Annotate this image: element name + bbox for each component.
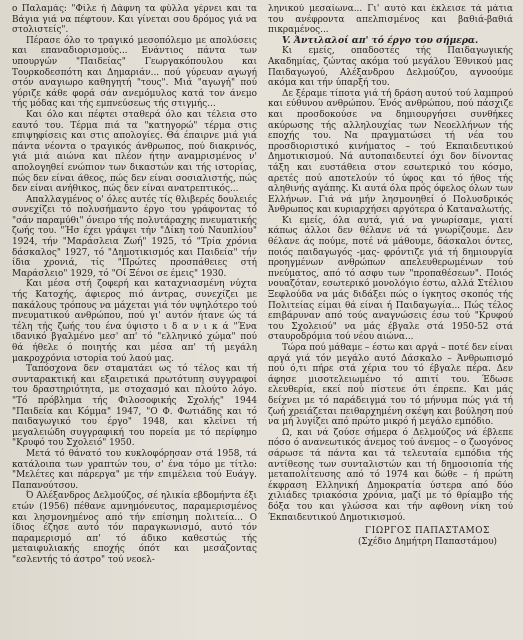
paragraph: ο Παλαμάς: "Φίλε ή Δάφνη τα φύλλα γέρνει και τα Βάγια γιά να πέφτουν. Και γίνεται σου δρόμος γιά να στολιστείς".: [12, 4, 257, 36]
paragraph: Και όλο και πέφτει σταθερά όλο και τέλεια στο εαυτό του. Τέρμα πιά τα "κατηγορώ" τέρμα στις επιψηφίσεις και στις απολογίες. Θά έπαιρνε μιά γιά πάντα νέοντα ο τραγικός άνθρωπος, πού διακρινός, γιά μιά αιώνα και πλέον ήτην αναμρισμένος ν' απολογηθεί ενώπιον των δικαστών και τής ιστορίας, πώς δεν είναι άθεος, πώς δεν είναι σοσιαλιστής, πώς δεν είναι ανήθικος, πώς δεν είναι ανατρεπτικός...: [12, 109, 257, 195]
right-column: [268, 4, 513, 640]
paragraph: Κι εμείς, όλα αυτά, γιά να γνωρίσαμε, γιατί κάπως άλλοι δεν θέλανε νά τά γνωρίζουμε. Δεν θέλανε άς πούμε, ποτέ νά μάθουμε, δάσκαλοι όντες, ποιός παιδαγωγός -μας- φρόντιζε γιά τή δημιουργία προηγμένων ανθρώπων απελευθερωμένων τού πνεύματος, από τό ασφυ των "προπαθέσεων". Ποιός νουαζόταν, εσωτερικό μονολόγιο έστω, αλλά Στέλιου Ξεφλούδα να μάς διδάξει πώς ο ίγκητος σκοπός τής Πολιτείας είμαι θά είναι ή Παιδαγωγία... Πώς τέλος επιβάρυναν από τούς αναγνώσεις έσω τού "Κρυφού του Σχολειού" να μάς έβγαλε στά 1950-52 στά σταυροδρόμια τού νέου αιώνα...: [268, 215, 513, 343]
paragraph: Κι εμείς, οπαδοστές τής Παιδαγωγικής Ακαδημίας, ζώντας ακόμα τού μεγάλου Έθνικού μας Παιδαγωγού, Αλέξανδρου Δελμούζου, αγνοούμε ακόμα και τήν ύπαρξή του.: [268, 46, 513, 89]
right-column-intro: ληνικού μεσαίωνα... Γι' αυτό και έκλεισε τά μάτια του ανέφροντα απελπισμένος και βαθιά-βαθιά πικραμένος...: [268, 4, 513, 36]
paragraph: Πέρασε όλο το τραγικό μεσοπόλεμο με απολύσεις και επαναδιορισμούς... Ενάντιος πάντα των υπουργών "Παιδείας" Γεωργακόπουλου και Τουρκοδεσπότη και Δημαριάν... πού γύρευαν αγωγή στόν αναγιωρο καθηγητή "τους". Μιά "αγωγή" πού γύριζε κάθε φορά σάν ανεμόμυλος κατά τον άνεμο τής μόδας και τής εμπνεύσεως τής στιγμής...: [12, 35, 257, 110]
paragraph: Ω, και νά ζούσε σήμερα ό Δελμούζος νά έβλεπε πόσο ό ανανεωτικός άνεμος τού άνεμος – ο ζωογόνος σάρωσε τά πάντα και τά τελευταία εμπόδια τής αντίθεσης των συνταλιστών και τή δημοσιοπία τής μεταπολίτευσης από τό 1974 και δώθε – ή πρώτη έκφραση Ελληνική Δημοκρατία ύστερα από δύο χιλιάδες τριακόσια χρόνια, μαζί με τό θρίαμβο τής δόξα του και γλώσσα και τήν αφθονη νίκη τού Έκπαιδευτικού Δημοτικισμού.: [268, 427, 513, 523]
paragraph: Ταπόσχονα δεν σταματάει ως τό τέλος και τή συνταρακτική και εξαιρετικά πρωτότυπη συγγραφοί του δραστηριότητα, με στοχασμό και πλούτο λόγο. "Τό πρόβλημα τής Φιλοσοφικής Σχολής" 1944 "Παιδεία και Κόμμα" 1947, "Ο Φ. Φωτιάδης και τό παιδαγωγικό του έργο" 1948, και κλείνει τή μεγαλειώδη συγγραφική του πορεία με τό περίφημο "Κρυφό του Σχολειό" 1950.: [12, 364, 257, 449]
paragraph: Απαλλαγμένος ο' όλες αυτές τίς θλιβερές δουλειές συνεχίζει τό πολυσήμαντο έργο του γράφοντας τό "σάν παραμύθι" όνειρο τής πολυτάραχης πνευματικής ζωής του. "Ήσ έχει γράψει τήν "Δίκη τού Ναυπλίου" 1924, τήν "Μαράσλεια Ζωή" 1925, τό "Τρία χρόνια δάσκαλος" 1927, τό "Δημοτικισμός και Παιδεία" τήν ίδια χρονιά, τίς "Πρώτες προσπάθειες στή Μαράσλειο" 1929, τό "Οί Ξένοι σε έμεις" 1930.: [12, 194, 257, 279]
paragraph: Τώρα πού μάθαμε – έστω και αργά – ποτέ δεν είναι αργά γιά τόν μεγάλο αυτό Δάσκαλο – Άνθρωπισμό πού ό,τι πήρε στά χέρια του τό έβγαλε πέρα. Δεν άφησε μισοτελειωμένο τό απιτί του. Έδωσε ελευθερία, εκεί πού πίστευε ότι έπρεπε. Και μάς δείχνει με τό παράδειγμά του τό μήνυμα πώς γιά τή ζωή χρειάζεται πειθαρχημένη σκέψη και βούληση πού να μή λυγίζει από πρώτο μικρό ή μεγάλο εμπόδιο.: [268, 343, 513, 428]
section-title: V. Άντιλαλοί απ' τό έργο του σήμερα.: [282, 34, 479, 46]
signature-block: [268, 526, 513, 547]
left-column: [12, 4, 257, 640]
paragraph: Και μέσα στή ζοφερή και καταχνιασμένη νύχτα τής Κατοχής, άφιερος πιό άντρας, συνεχίζει με πακάλους τρόπους να μάχεται γιά τόν υψηλότερο τού πνευματικού ανθρώπου, πού γι' αυτόν ήτανε ώς τά τέλη τής ζωής του ένα ύψιστο ι δ α ν ι κ ά "Ένα ιδανικό βγαλμένο μεσ' απ' τό "ελληνικό χώμα" πού θά ήθελε ό ποιητής και μέσα απ' τή μεγάλη μακροχρόνια ιστορία τού λαού μας.: [12, 279, 257, 364]
paragraph: Ό Αλέξανδρος Δελμούζος, σέ ηλικία εβδομήντα έξι ετών (1956) πέθανε αμνημόνευτος, παραμερισμένος και λησμονημένος από τήν επίσημη πολιτεία... Ο ίδιος έζησε αυτό τόν παραγκωνισμό, αυτό τόν παραμερισμό απ' τό άδικο καθεστώς τής μεταιφυλιακής εποχής όπότ και μεσάζοντας "εσλεντής τό άστρο" τού νεοελ-: [12, 491, 257, 565]
author-subtitle: (Σχέδιο Δημήτρη Παπαστάμου): [357, 536, 497, 547]
right-column-paragraphs: [268, 46, 513, 523]
paragraph: Μετά τό θάνατό του κυκλοφόρησαν στά 1958, τά κατάλοιπα των γραπτών του, σ' ένα τόμο με τίτλο: "Μελέτες και πάρεργα" με τήν επιμέλεια τού Ευάγγ. Παπανούτσου.: [12, 448, 257, 491]
paragraph: Δε ξέραμε τίποτα γιά τή δράση αυτού τού λαμπρού και εύθυνου ανθρώπου. Ένός ανθρώπου, πού πάσχιζε και προσδοκούσε να δημιουργήσει συνθήκες ακύρωσης τής αλληλουχίας των Νεοελλήνων τής εποχής του. Να πραγματώσει τή νέα του προσδιοριστικό κινήματος – τού Εκπαιδευτικού Δημοτικισμού. Νά αυτοπαιδευτεί όχι δον δίνοντας τάξη και ευστάθεια στον εσωτερικό του κόσμο, αρετές πού αποτελούν τό ύφος και τό ήθος τής αληθινής αγάπης. Κι αυτά όλα πρός όφελος όλων των Ελλήνων. Γιά νά μήν λησμονηθεί ό Πολυσδρικός Άνθρωπος και κυριαρχήσει αργότερα ό Καταναλωτής.: [268, 88, 513, 216]
author-name: ΓΙΩΡΓΟΣ ΠΑΠΑΣΤΑΜΟΣ: [365, 526, 490, 537]
